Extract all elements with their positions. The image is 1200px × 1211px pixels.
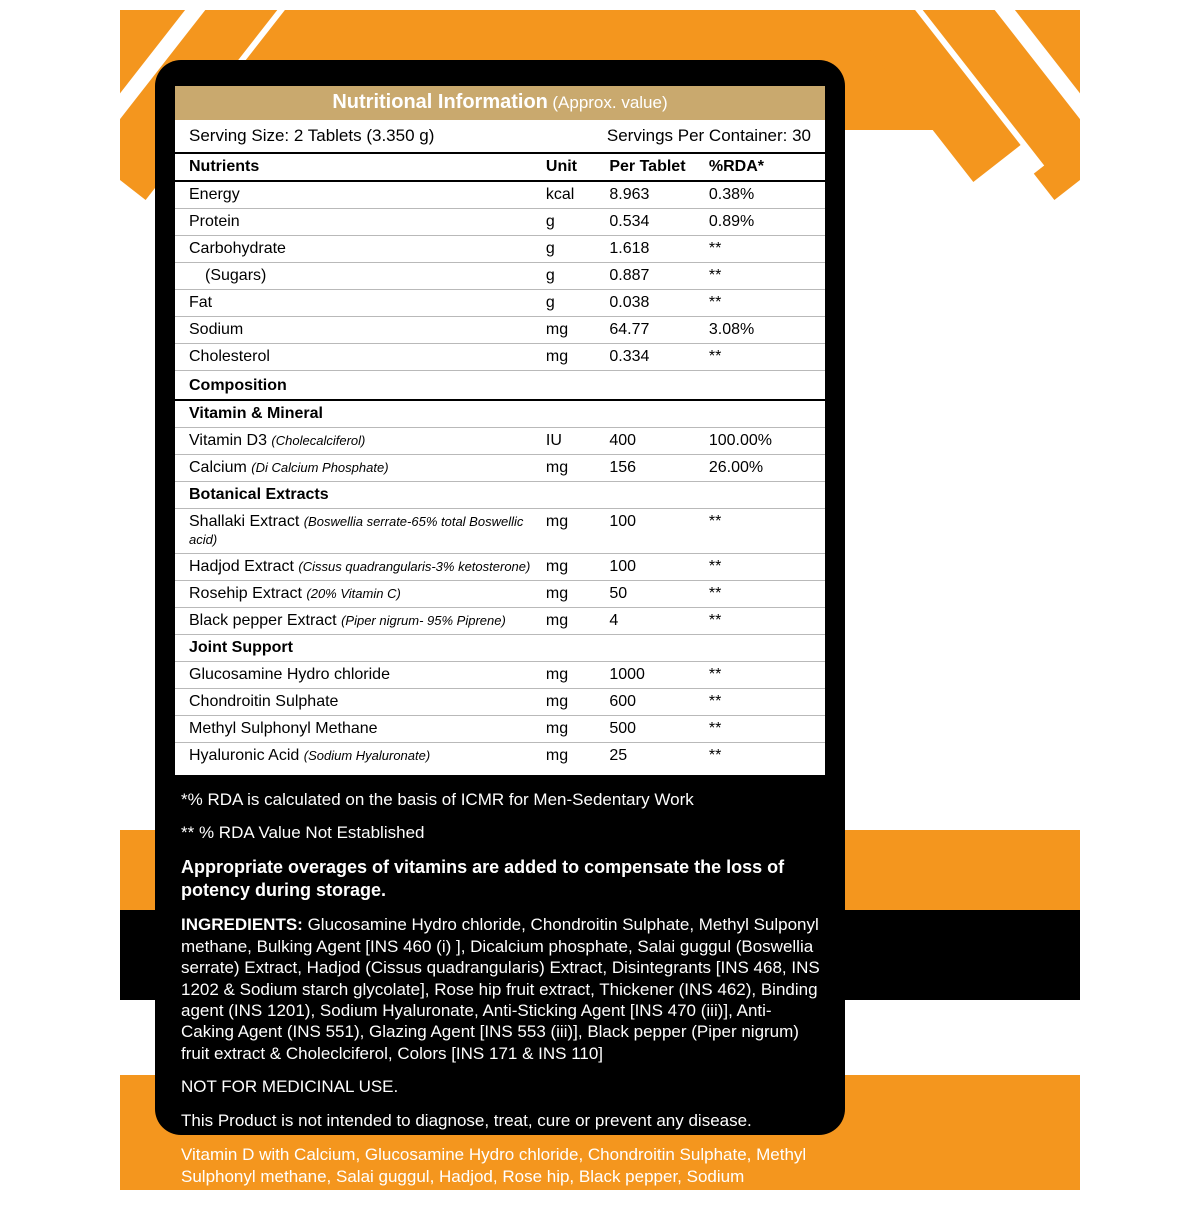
col-unit: Unit [544,154,607,181]
row-name-text: Black pepper Extract [189,612,337,629]
row-name-sci: (Sodium Hyaluronate) [303,748,431,763]
row-unit: kcal [544,181,607,209]
row-unit: g [544,209,607,236]
section-label: Vitamin & Mineral [175,400,825,428]
row-name [175,509,544,554]
row-name-sci: (Cissus quadrangularis-3% ketosterone) [298,559,531,574]
row-unit: g [544,263,607,290]
row-name-text: Shallaki Extract [189,513,300,530]
row-rda: 3.08% [707,317,825,344]
section-composition [175,371,825,401]
row-name: (Sugars) [175,263,544,290]
row-per: 64.77 [607,317,707,344]
row-per: 0.887 [607,263,707,290]
section-label: Botanical Extracts [175,482,825,509]
table-row [175,554,825,581]
row-name-text: Calcium [189,459,247,476]
row-unit: mg [545,747,569,764]
row-rda: 0.89% [707,209,825,236]
row-name: Methyl Sulphonyl Methane [175,716,544,743]
row-name-text: Vitamin D3 [189,432,267,449]
row-name [175,455,544,482]
row-name: Chondroitin Sulphate [175,689,544,716]
row-unit: mg [544,344,607,371]
table-row [175,716,825,743]
row-name: Protein [175,209,544,236]
serving-size: Serving Size: 2 Tablets (3.350 g) [189,126,435,145]
row-rda: 100.00% [707,428,825,455]
row-rda: ** [708,747,722,764]
row-name [175,554,544,581]
row-unit: mg [544,455,607,482]
row-unit: g [544,290,607,317]
nutrition-label-panel [155,60,845,1209]
row-unit: IU [544,428,607,455]
nutrition-table-header [175,86,825,120]
row-per: 400 [607,428,707,455]
col-per-tablet: Per Tablet [607,154,707,181]
nutrition-title: Nutritional Information [332,91,548,113]
row-name-sci: (Cholecalciferol) [271,433,366,448]
row-rda: ** [707,716,825,743]
col-nutrients: Nutrients [175,154,544,181]
row-rda: ** [707,554,825,581]
section-vitamin-mineral [175,400,825,428]
row-name-sci: (20% Vitamin C) [306,586,401,601]
row-per: 100 [607,509,707,554]
serving-info-row [175,120,825,154]
section-label: Joint Support [175,635,825,662]
row-rda: ** [707,236,825,263]
disclaimer: This Product is not intended to diagnose, treat, cure or prevent any disease. [181,1111,752,1131]
ingredients-paragraph [181,914,821,1064]
row-name [175,608,544,635]
row-name-sci: (Di Calcium Phosphate) [251,460,389,475]
row-unit: mg [544,317,607,344]
table-row [175,317,825,344]
row-name-text: Hadjod Extract [189,558,294,575]
table-row [175,263,825,290]
table-row [175,236,825,263]
table-row [175,181,825,209]
table-row [175,689,825,716]
row-per: 156 [607,455,707,482]
row-name [175,428,544,455]
row-name: Glucosamine Hydro chloride [175,662,544,689]
ingredients-label: INGREDIENTS: [181,915,303,935]
row-name-sci: (Piper nigrum- 95% Piprene) [341,613,506,628]
table-row [175,290,825,317]
row-name [175,581,544,608]
nutrition-facts-table [175,86,825,775]
servings-per-container: Servings Per Container: 30 [606,126,811,145]
row-rda: ** [707,290,825,317]
table-row [175,455,825,482]
row-per: 500 [607,716,707,743]
table-row [175,209,825,236]
product-name: Vitamin D with Calcium, Glucosamine Hydro chloride, Chondroitin Sulphate, Methyl Sulphonyl methane, Salai guggul, Hadjod, Rose hip, Black pepper, Sodium Hyaluronate Tablets [181,1145,807,1209]
row-rda: ** [707,509,825,554]
row-unit: mg [544,581,607,608]
row-rda: ** [707,689,825,716]
row-unit: mg [544,608,607,635]
row-per: 600 [607,689,707,716]
nutrients-table [175,154,825,769]
table-header-row [175,154,825,181]
row-per: 8.963 [607,181,707,209]
row-per: 100 [607,554,707,581]
overage-note: Appropriate overages of vitamins are added to compensate the loss of potency during storage. [181,856,785,900]
row-per: 4 [607,608,707,635]
row-name-sci: (Boswellia serrate-65% total Boswellic acid) [189,514,524,547]
row-rda: 0.38% [707,181,825,209]
row-name: Cholesterol [175,344,544,371]
row-name: Fat [175,290,544,317]
table-row [175,344,825,371]
table-row [175,608,825,635]
row-name-text: Rosehip Extract [189,585,302,602]
row-unit: mg [544,509,607,554]
row-per: 1.618 [607,236,707,263]
table-row [175,428,825,455]
section-joint-support [175,635,825,662]
row-per: 0.534 [607,209,707,236]
row-per: 1000 [607,662,707,689]
row-per: 0.334 [607,344,707,371]
row-per: 0.038 [607,290,707,317]
row-name [175,743,544,770]
nutrition-title-note: (Approx. value) [552,93,668,112]
table-bottom-spacer [175,769,825,775]
row-rda: ** [707,662,825,689]
row-per: 25 [609,747,628,764]
table-row [175,662,825,689]
row-per: 50 [607,581,707,608]
row-name: Carbohydrate [175,236,544,263]
row-unit: mg [544,662,607,689]
footnote-rda: *% RDA is calculated on the basis of ICMR for Men-Sedentary Work [181,790,694,809]
row-name: Energy [175,181,544,209]
row-name-text: Hyaluronic Acid [189,747,300,764]
row-rda: ** [707,608,825,635]
table-row [175,509,825,554]
not-for-medicinal-use: NOT FOR MEDICINAL USE. [181,1077,399,1097]
row-unit: mg [544,554,607,581]
footnote-rda-not-established: ** % RDA Value Not Established [181,823,425,843]
row-rda: ** [707,344,825,371]
row-rda: ** [707,581,825,608]
table-row [175,743,825,770]
row-rda: ** [707,263,825,290]
table-row [175,581,825,608]
col-rda: %RDA* [707,154,825,181]
section-botanical-extracts [175,482,825,509]
label-notes [181,789,821,1211]
section-label: Composition [175,371,825,401]
row-unit: mg [544,689,607,716]
row-name: Sodium [175,317,544,344]
ingredients-text: Glucosamine Hydro chloride, Chondroitin Sulphate, Methyl Sulponyl methane, Bulking Agent [INS 460 (i) ], Dicalcium phosphate, Salai guggul (Boswellia serrate) Extract, Hadjod (Cissus quadrangularis) Extract, Disintegrants [INS 468, INS 1202 & Sodium starch glycolate], Rose hip fruit extract, Thickener (INS 462), Binding agent (INS 1201), Sodium Hyaluronate, Anti-Sticking Agent [INS 470 (iii)], Anti-Caking Agent (INS 551), Glazing Agent [INS 553 (iii)], Black pepper (Piper nigrum) fruit extract & Choleclciferol, Colors [INS 171 & INS 110] [181,915,820,1063]
row-rda: 26.00% [707,455,825,482]
row-unit: mg [544,716,607,743]
row-unit: g [544,236,607,263]
